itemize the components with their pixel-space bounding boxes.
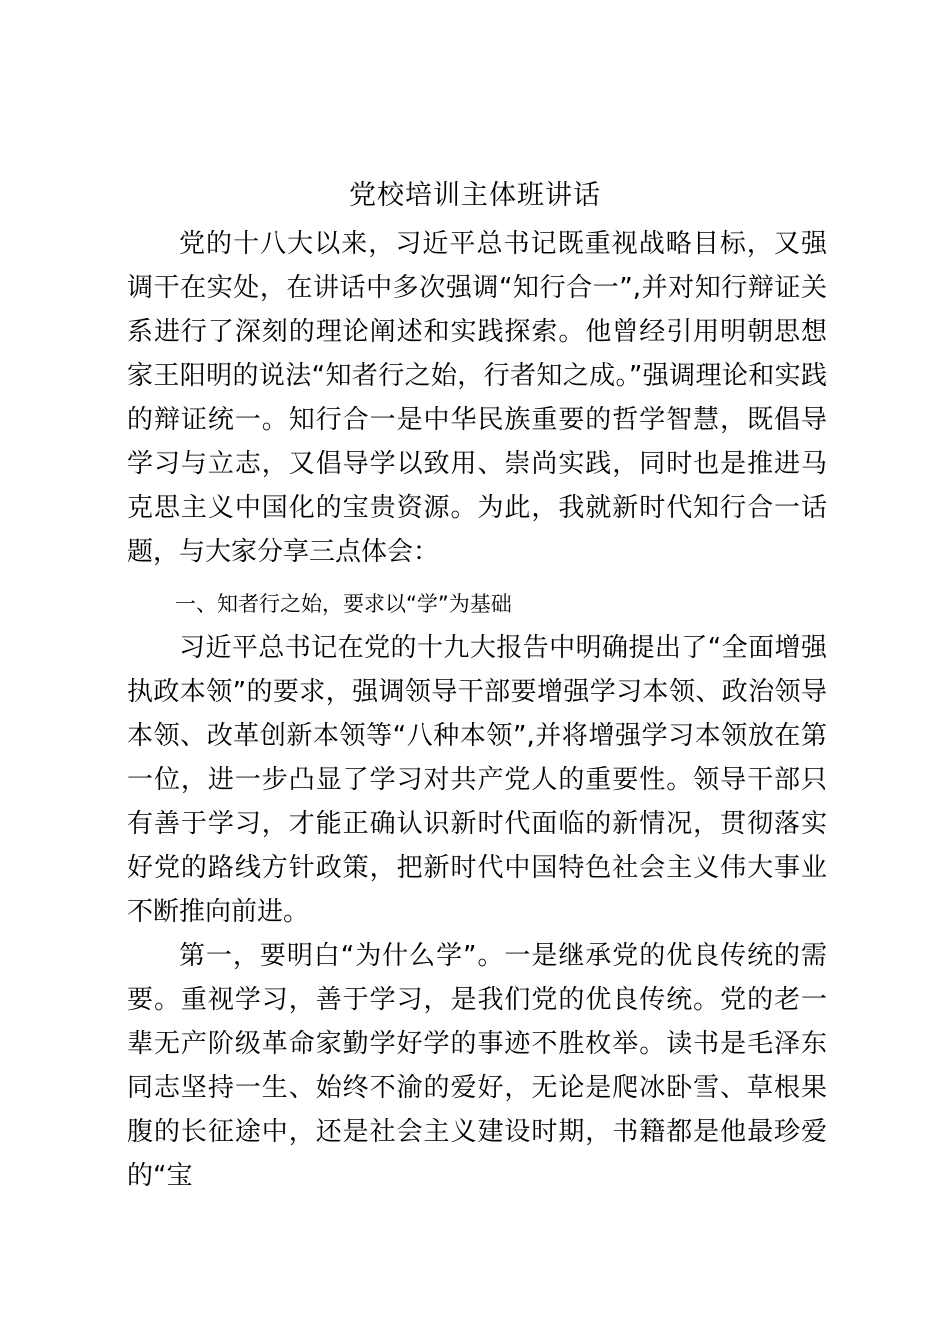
section-heading-1: 一、知者行之始，要求以“学”为基础 (175, 592, 512, 616)
document-title: 党校培训主体班讲话 (349, 180, 601, 211)
paragraph-point1: 第一，要明白“为什么学”。一是继承党的优良传统的需要。重视学习，善于学习，是我们党的优良传统。党的老一辈无产阶级革命家勤学好学的事迹不胜枚举。读书是毛泽东同志坚持一生、始终不渝的爱好，无论是爬冰卧雪、草根果腹的长征途中，还是社会主义建设时期，书籍都是他最珍爱的“宝 (127, 941, 827, 1191)
paragraph-intro: 党的十八大以来，习近平总书记既重视战略目标，又强调干在实处，在讲话中多次强调“知行合一”,并对知行辩证关系进行了深刻的理论阐述和实践探索。他曾经引用明朝思想家王阳明的说法“知者行之始，行者知之成。”强调理论和实践的辩证统一。知行合一是中华民族重要的哲学智慧，既倡导学习与立志，又倡导学以致用、崇尚实践，同时也是推进马克思主义中国化的宝贵资源。为此，我就新时代知行合一话题，与大家分享三点体会： (127, 229, 827, 567)
paragraph-section1-body: 习近平总书记在党的十九大报告中明确提出了“全面增强执政本领”的要求，强调领导干部要增强学习本领、政治领导本领、改革创新本领等“八种本领”,并将增强学习本领放在第一位，进一步凸显了学习对共产党人的重要性。领导干部只有善于学习，才能正确认识新时代面临的新情况，贯彻落实好党的路线方针政策，把新时代中国特色社会主义伟大事业不断推向前进。 (127, 633, 827, 927)
